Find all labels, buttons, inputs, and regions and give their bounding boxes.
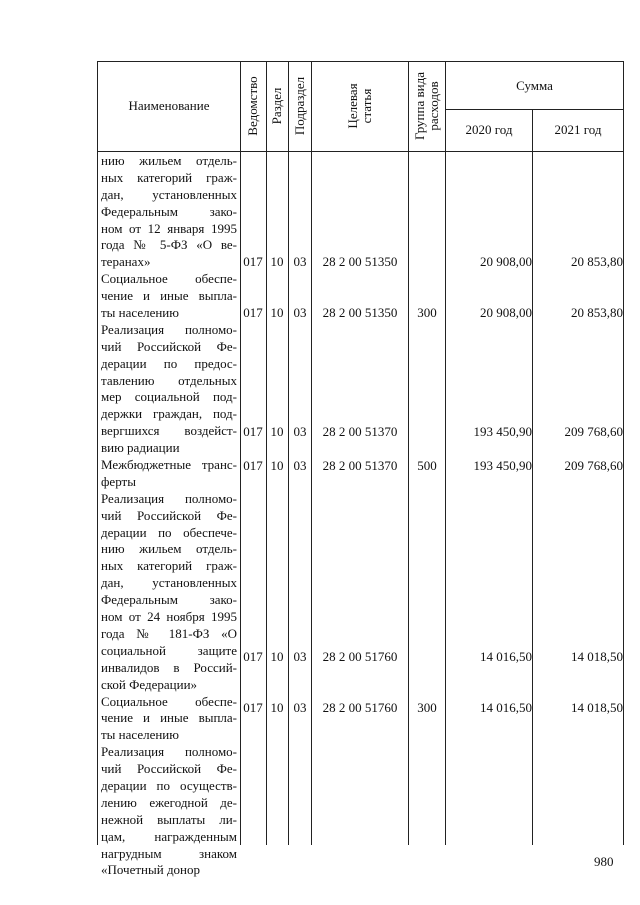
cell-group: 300: [417, 700, 437, 715]
cell-section: 10: [270, 305, 284, 320]
cell-sum2020: 193 450,90: [473, 424, 532, 439]
header-dept: Ведомство: [245, 76, 260, 136]
cell-group: 300: [417, 305, 437, 320]
cell-dept: 017: [243, 649, 263, 664]
name-line: чение и иные выпла-: [101, 288, 237, 304]
name-line: ных категорий граж-: [101, 169, 237, 185]
border-section: [288, 61, 289, 845]
cell-sum2020: 14 016,50: [480, 700, 532, 715]
cell-section: 10: [270, 649, 284, 664]
name-line: чий Российской Фе-: [101, 761, 237, 777]
name-line: тавлению отдельных: [101, 372, 237, 388]
name-column: [101, 153, 237, 879]
cell-dept: 017: [243, 458, 263, 473]
border-subsection: [311, 61, 312, 845]
cell-sum2021: 14 018,50: [571, 649, 623, 664]
cell-sum2020: 193 450,90: [473, 458, 532, 473]
border-name: [240, 61, 241, 845]
border-group: [445, 61, 446, 845]
header-name: Наименование: [128, 98, 210, 113]
name-line: дерации по предос-: [101, 355, 237, 371]
cell-section: 10: [270, 254, 284, 269]
cell-sum2021: 209 768,60: [564, 424, 623, 439]
name-line: цам, награжденным: [101, 828, 237, 844]
cell-subsection: 03: [293, 305, 307, 320]
cell-subsection: 03: [293, 254, 307, 269]
cell-subsection: 03: [293, 458, 307, 473]
name-line: года № 5-ФЗ «О ве-: [101, 237, 237, 253]
name-line: Социальное обеспе-: [101, 271, 237, 287]
cell-sum2021: 209 768,60: [564, 458, 623, 473]
border-right: [623, 61, 624, 845]
border-sum2020: [532, 109, 533, 845]
cell-section: 10: [270, 424, 284, 439]
cell-sum2020: 20 908,00: [480, 254, 532, 269]
header-target-line2: статья: [359, 88, 374, 124]
header-section: Раздел: [269, 87, 284, 125]
cell-dept: 017: [243, 254, 263, 269]
header-group-line1: Группа вида: [412, 72, 427, 140]
name-line: дерации по обеспече-: [101, 524, 237, 540]
cell-target: 28 2 00 51760: [322, 700, 398, 715]
name-line: чий Российской Фе-: [101, 507, 237, 523]
name-line: теранах»: [101, 254, 151, 270]
cell-section: 10: [270, 700, 284, 715]
name-line: ных категорий граж-: [101, 558, 237, 574]
header-year2020: 2020 год: [465, 122, 513, 137]
name-line: Реализация полномо-: [101, 490, 237, 506]
name-line: нию жильем отдель-: [101, 541, 237, 557]
page-number: 980: [594, 854, 614, 869]
cell-dept: 017: [243, 305, 263, 320]
name-line: Федеральным зако-: [101, 592, 237, 608]
name-line: Социальное обеспе-: [101, 693, 237, 709]
cell-sum2021: 20 853,80: [571, 254, 623, 269]
name-line: нежной выплаты ли-: [101, 811, 237, 827]
cell-target: 28 2 00 51350: [322, 254, 398, 269]
cell-target: 28 2 00 51370: [322, 424, 398, 439]
cell-subsection: 03: [293, 700, 307, 715]
name-line: дан, установленных: [101, 575, 237, 591]
cell-target: 28 2 00 51350: [322, 305, 398, 320]
name-line: ты населению: [101, 305, 179, 321]
header-group-line2: расходов: [426, 81, 441, 131]
cell-subsection: 03: [293, 649, 307, 664]
name-line: дан, установленных: [101, 186, 237, 202]
name-line: Межбюджетные транс-: [101, 457, 237, 473]
border-dept: [266, 61, 267, 845]
name-line: ты населению: [101, 727, 179, 743]
name-line: года № 181-ФЗ «О: [101, 625, 237, 641]
cell-dept: 017: [243, 700, 263, 715]
header-target-line1: Целевая: [345, 83, 360, 129]
name-line: держки граждан, под-: [101, 406, 237, 422]
cell-group: 500: [417, 458, 437, 473]
cell-dept: 017: [243, 424, 263, 439]
name-line: ской Федерации»: [101, 676, 198, 692]
header-bottom-border: [97, 151, 624, 152]
table-top-border: [97, 61, 624, 62]
header-group: [413, 72, 441, 140]
name-line: мер социальной под-: [101, 389, 237, 405]
header-target: [346, 83, 374, 128]
name-line: «Почетный донор: [101, 862, 201, 878]
name-line: Реализация полномо-: [101, 744, 237, 760]
border-left: [97, 61, 98, 845]
name-line: нагрудным знаком: [101, 845, 237, 861]
cell-sum2020: 14 016,50: [480, 649, 532, 664]
name-line: дерации по осуществ-: [101, 777, 237, 793]
cell-sum2020: 20 908,00: [480, 305, 532, 320]
cell-subsection: 03: [293, 424, 307, 439]
cell-section: 10: [270, 458, 284, 473]
name-line: инвалидов в Россий-: [101, 659, 237, 675]
border-target: [408, 61, 409, 845]
cell-sum2021: 20 853,80: [571, 305, 623, 320]
sum-divider: [446, 109, 624, 110]
cell-target: 28 2 00 51760: [322, 649, 398, 664]
header-sum: Сумма: [516, 78, 553, 93]
header-year2021: 2021 год: [554, 122, 602, 137]
name-line: ном от 12 января 1995: [101, 220, 237, 236]
name-line: чение и иные выпла-: [101, 710, 237, 726]
name-line: социальной защите: [101, 642, 237, 658]
name-line: вергшихся воздейст-: [101, 423, 237, 439]
name-line: ном от 24 ноября 1995: [101, 609, 237, 625]
name-line: Реализация полномо-: [101, 321, 237, 337]
name-line: чий Российской Фе-: [101, 338, 237, 354]
name-line: вию радиации: [101, 440, 180, 456]
header-subsection: Подраздел: [292, 76, 307, 136]
name-line: лению ежегодной де-: [101, 794, 237, 810]
cell-target: 28 2 00 51370: [322, 458, 398, 473]
cell-sum2021: 14 018,50: [571, 700, 623, 715]
name-line: нию жильем отдель-: [101, 153, 237, 168]
name-line: ферты: [101, 473, 136, 489]
name-line: Федеральным зако-: [101, 203, 237, 219]
